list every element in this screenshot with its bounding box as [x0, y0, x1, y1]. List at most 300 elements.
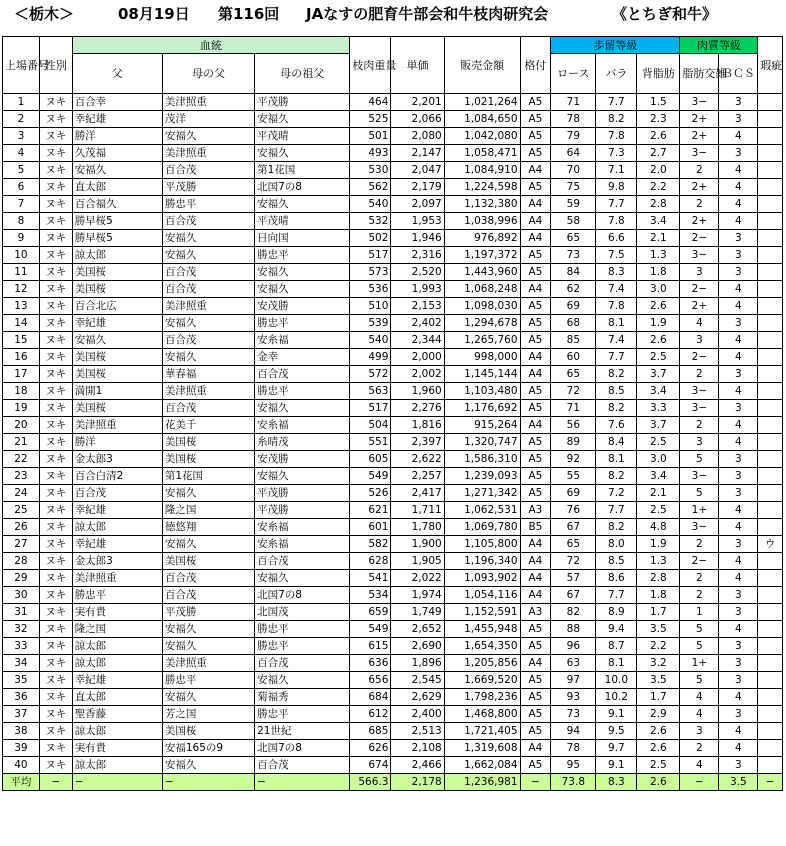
- average-maternal-great-grandfather: −: [255, 774, 350, 791]
- cell-lot-number: 33: [3, 638, 40, 655]
- cell-grade: A4: [520, 553, 551, 570]
- table-row: [3, 689, 783, 706]
- cell-grade: A5: [520, 298, 551, 315]
- cell-loin: 70: [551, 162, 596, 179]
- cell-lot-number: 31: [3, 604, 40, 621]
- cell-loin: 55: [551, 468, 596, 485]
- cell-weight: 572: [350, 366, 391, 383]
- cell-maternal-grandfather: 花美千: [162, 417, 254, 434]
- cell-loin: 82: [551, 604, 596, 621]
- cell-back-fat: 1.3: [637, 247, 680, 264]
- cell-sex: ヌキ: [39, 604, 72, 621]
- cell-back-fat: 2.1: [637, 485, 680, 502]
- cell-back-fat: 2.6: [637, 128, 680, 145]
- cell-sales-amount: 1,068,248: [444, 281, 520, 298]
- cell-defect: [758, 638, 783, 655]
- cell-maternal-great-grandfather: 安福久: [255, 570, 350, 587]
- cell-marbling: 3: [680, 332, 719, 349]
- cell-maternal-great-grandfather: 勝忠平: [255, 638, 350, 655]
- cell-unit-price: 2,201: [391, 94, 444, 111]
- cell-defect: [758, 451, 783, 468]
- cell-sex: ヌキ: [39, 672, 72, 689]
- cell-defect: [758, 400, 783, 417]
- average-bcs: 3.5: [719, 774, 758, 791]
- cell-sales-amount: 1,654,350: [444, 638, 520, 655]
- cell-defect: [758, 672, 783, 689]
- cell-sex: ヌキ: [39, 349, 72, 366]
- cell-bcs: 4: [719, 383, 758, 400]
- cell-unit-price: 2,400: [391, 706, 444, 723]
- cell-back-fat: 1.3: [637, 553, 680, 570]
- cell-marbling: 5: [680, 451, 719, 468]
- cell-back-fat: 3.0: [637, 451, 680, 468]
- cell-sex: ヌキ: [39, 638, 72, 655]
- cell-sex: ヌキ: [39, 485, 72, 502]
- cell-unit-price: 1,960: [391, 383, 444, 400]
- cell-grade: A5: [520, 451, 551, 468]
- cell-bcs: 3: [719, 366, 758, 383]
- cell-weight: 541: [350, 570, 391, 587]
- cell-maternal-grandfather: 茂洋: [162, 111, 254, 128]
- cell-loin: 67: [551, 519, 596, 536]
- cell-unit-price: 2,344: [391, 332, 444, 349]
- average-sales: 1,236,981: [444, 774, 520, 791]
- cell-defect: [758, 247, 783, 264]
- cell-loin: 63: [551, 655, 596, 672]
- header-defect: 瑕疵: [758, 37, 783, 94]
- cell-maternal-grandfather: 美津照重: [162, 655, 254, 672]
- cell-maternal-grandfather: 安福久: [162, 349, 254, 366]
- cell-back-fat: 1.8: [637, 264, 680, 281]
- cell-maternal-grandfather: 美津照重: [162, 383, 254, 400]
- table-row: [3, 383, 783, 400]
- average-loin: 73.8: [551, 774, 596, 791]
- cell-marbling: 2+: [680, 213, 719, 230]
- cell-maternal-great-grandfather: 平茂晴: [255, 128, 350, 145]
- cell-rib: 7.7: [596, 502, 637, 519]
- cell-grade: A5: [520, 179, 551, 196]
- cell-father: 美津照重: [72, 417, 162, 434]
- cell-marbling: 3: [680, 264, 719, 281]
- cell-sex: ヌキ: [39, 179, 72, 196]
- cell-loin: 76: [551, 502, 596, 519]
- cell-rib: 9.7: [596, 740, 637, 757]
- header-lot-number: 上場番号: [3, 37, 40, 94]
- cell-weight: 626: [350, 740, 391, 757]
- cell-father: 幸紀雄: [72, 536, 162, 553]
- cell-unit-price: 2,153: [391, 298, 444, 315]
- cell-defect: [758, 145, 783, 162]
- cell-father: 満開1: [72, 383, 162, 400]
- cell-unit-price: 2,276: [391, 400, 444, 417]
- cell-sales-amount: 1,224,598: [444, 179, 520, 196]
- table-row: [3, 604, 783, 621]
- cell-weight: 493: [350, 145, 391, 162]
- cell-sex: ヌキ: [39, 706, 72, 723]
- cell-loin: 96: [551, 638, 596, 655]
- cell-lot-number: 14: [3, 315, 40, 332]
- report-title: [0, 0, 786, 28]
- cell-defect: [758, 604, 783, 621]
- cell-defect: [758, 417, 783, 434]
- cell-grade: A5: [520, 94, 551, 111]
- cell-sex: ヌキ: [39, 264, 72, 281]
- cell-maternal-grandfather: 安福久: [162, 536, 254, 553]
- cell-defect: [758, 366, 783, 383]
- cell-sales-amount: 1,054,116: [444, 587, 520, 604]
- cell-sales-amount: 1,084,910: [444, 162, 520, 179]
- cell-maternal-great-grandfather: 安茂勝: [255, 298, 350, 315]
- cell-rib: 10.2: [596, 689, 637, 706]
- cell-maternal-great-grandfather: 糸晴茂: [255, 434, 350, 451]
- table-row: [3, 145, 783, 162]
- cell-loin: 58: [551, 213, 596, 230]
- cell-weight: 540: [350, 196, 391, 213]
- cell-rib: 7.3: [596, 145, 637, 162]
- cell-unit-price: 1,896: [391, 655, 444, 672]
- cell-father: 勝早桜5: [72, 230, 162, 247]
- table-row: [3, 485, 783, 502]
- cell-maternal-great-grandfather: 平茂勝: [255, 94, 350, 111]
- cell-unit-price: 1,900: [391, 536, 444, 553]
- cell-weight: 517: [350, 400, 391, 417]
- cell-bcs: 3: [719, 315, 758, 332]
- cell-defect: [758, 315, 783, 332]
- cell-back-fat: 2.3: [637, 111, 680, 128]
- cell-sales-amount: 1,069,780: [444, 519, 520, 536]
- cell-defect: [758, 281, 783, 298]
- cell-unit-price: 2,002: [391, 366, 444, 383]
- title-prefecture: ＜栃木＞: [14, 5, 75, 23]
- cell-father: 勝忠平: [72, 587, 162, 604]
- cell-weight: 510: [350, 298, 391, 315]
- cell-lot-number: 8: [3, 213, 40, 230]
- cell-sex: ヌキ: [39, 145, 72, 162]
- cell-unit-price: 2,690: [391, 638, 444, 655]
- cell-defect: [758, 162, 783, 179]
- cell-father: 百合福久: [72, 196, 162, 213]
- cell-grade: A5: [520, 672, 551, 689]
- cell-maternal-grandfather: 安福久: [162, 689, 254, 706]
- cell-maternal-grandfather: 百合茂: [162, 264, 254, 281]
- cell-rib: 7.6: [596, 417, 637, 434]
- cell-rib: 8.1: [596, 451, 637, 468]
- cell-weight: 530: [350, 162, 391, 179]
- cell-weight: 562: [350, 179, 391, 196]
- cell-back-fat: 3.5: [637, 621, 680, 638]
- cell-maternal-great-grandfather: 安福久: [255, 264, 350, 281]
- cell-weight: 525: [350, 111, 391, 128]
- cell-maternal-great-grandfather: 安糸福: [255, 332, 350, 349]
- cell-father: 幸紀雄: [72, 315, 162, 332]
- cell-back-fat: 1.5: [637, 94, 680, 111]
- cell-defect: [758, 502, 783, 519]
- cell-defect: [758, 264, 783, 281]
- cell-loin: 71: [551, 400, 596, 417]
- cell-loin: 72: [551, 553, 596, 570]
- cell-back-fat: 2.8: [637, 570, 680, 587]
- cell-maternal-grandfather: 平茂勝: [162, 604, 254, 621]
- cell-grade: A4: [520, 740, 551, 757]
- cell-grade: A4: [520, 281, 551, 298]
- header-unit-price: 単価: [391, 37, 444, 94]
- header-marbling: 脂肪交雑: [680, 54, 719, 94]
- table-row: [3, 740, 783, 757]
- cell-father: 幸紀雄: [72, 111, 162, 128]
- cell-bcs: 4: [719, 349, 758, 366]
- cell-unit-price: 2,179: [391, 179, 444, 196]
- cell-maternal-grandfather: 百合茂: [162, 162, 254, 179]
- cell-sales-amount: 1,662,084: [444, 757, 520, 774]
- cell-grade: A4: [520, 417, 551, 434]
- cell-loin: 75: [551, 179, 596, 196]
- cell-weight: 621: [350, 502, 391, 519]
- cell-bcs: 3: [719, 111, 758, 128]
- cell-marbling: 5: [680, 485, 719, 502]
- cell-defect: [758, 519, 783, 536]
- cell-father: 美国桜: [72, 264, 162, 281]
- cell-sales-amount: 1,042,080: [444, 128, 520, 145]
- cell-loin: 65: [551, 536, 596, 553]
- cell-lot-number: 3: [3, 128, 40, 145]
- cell-lot-number: 29: [3, 570, 40, 587]
- cell-marbling: 2+: [680, 111, 719, 128]
- cell-sex: ヌキ: [39, 740, 72, 757]
- table-body: [3, 94, 783, 774]
- cell-father: 実有貴: [72, 740, 162, 757]
- cell-sales-amount: 1,798,236: [444, 689, 520, 706]
- cell-maternal-great-grandfather: 安茂勝: [255, 451, 350, 468]
- cell-unit-price: 2,466: [391, 757, 444, 774]
- cell-unit-price: 2,402: [391, 315, 444, 332]
- cell-grade: B5: [520, 519, 551, 536]
- cell-back-fat: 3.4: [637, 468, 680, 485]
- cell-loin: 64: [551, 145, 596, 162]
- cell-father: 美国桜: [72, 281, 162, 298]
- cell-marbling: 3: [680, 723, 719, 740]
- cell-back-fat: 3.4: [637, 383, 680, 400]
- cell-rib: 8.3: [596, 264, 637, 281]
- cell-bcs: 3: [719, 706, 758, 723]
- cell-grade: A5: [520, 485, 551, 502]
- table-row: [3, 468, 783, 485]
- cell-father: 聖香藤: [72, 706, 162, 723]
- cell-sales-amount: 976,892: [444, 230, 520, 247]
- cell-rib: 8.2: [596, 468, 637, 485]
- cell-maternal-grandfather: 美津照重: [162, 298, 254, 315]
- cell-defect: [758, 740, 783, 757]
- cell-rib: 8.9: [596, 604, 637, 621]
- cell-bcs: 3: [719, 145, 758, 162]
- cell-back-fat: 2.2: [637, 179, 680, 196]
- table-row: [3, 179, 783, 196]
- cell-father: 金太郎3: [72, 553, 162, 570]
- cell-lot-number: 34: [3, 655, 40, 672]
- cell-defect: [758, 179, 783, 196]
- cell-loin: 92: [551, 451, 596, 468]
- table-row: [3, 366, 783, 383]
- cell-sex: ヌキ: [39, 451, 72, 468]
- cell-weight: 517: [350, 247, 391, 264]
- cell-sex: ヌキ: [39, 281, 72, 298]
- cell-weight: 499: [350, 349, 391, 366]
- table-row: [3, 536, 783, 553]
- cell-maternal-grandfather: 安福久: [162, 247, 254, 264]
- cell-sales-amount: 1,455,948: [444, 621, 520, 638]
- cell-grade: A5: [520, 706, 551, 723]
- cell-rib: 8.2: [596, 111, 637, 128]
- cell-unit-price: 2,108: [391, 740, 444, 757]
- cell-father: 諒太郎: [72, 519, 162, 536]
- table-row: [3, 587, 783, 604]
- cell-rib: 8.1: [596, 655, 637, 672]
- cell-weight: 605: [350, 451, 391, 468]
- cell-back-fat: 1.9: [637, 536, 680, 553]
- cell-sales-amount: 1,197,372: [444, 247, 520, 264]
- cell-sales-amount: 1,721,405: [444, 723, 520, 740]
- cell-back-fat: 2.1: [637, 230, 680, 247]
- table-row: [3, 281, 783, 298]
- cell-sales-amount: 1,320,747: [444, 434, 520, 451]
- cell-father: 直太郎: [72, 179, 162, 196]
- cell-grade: A5: [520, 247, 551, 264]
- cell-rib: 9.8: [596, 179, 637, 196]
- cell-rib: 8.5: [596, 383, 637, 400]
- cell-bcs: 4: [719, 281, 758, 298]
- average-grade: −: [520, 774, 551, 791]
- cell-lot-number: 23: [3, 468, 40, 485]
- cell-father: 久茂福: [72, 145, 162, 162]
- cell-lot-number: 20: [3, 417, 40, 434]
- cell-marbling: 2−: [680, 281, 719, 298]
- cell-maternal-grandfather: 華春福: [162, 366, 254, 383]
- cell-sales-amount: 1,271,342: [444, 485, 520, 502]
- cell-sex: ヌキ: [39, 366, 72, 383]
- cell-back-fat: 2.5: [637, 349, 680, 366]
- cell-sex: ヌキ: [39, 621, 72, 638]
- table-row: [3, 128, 783, 145]
- cell-defect: ウ: [758, 536, 783, 553]
- title-brand: 《とちぎ和牛》: [612, 5, 718, 23]
- cell-rib: 7.7: [596, 94, 637, 111]
- cell-weight: 504: [350, 417, 391, 434]
- cell-lot-number: 27: [3, 536, 40, 553]
- cell-defect: [758, 570, 783, 587]
- cell-lot-number: 15: [3, 332, 40, 349]
- cell-marbling: 3−: [680, 468, 719, 485]
- cell-bcs: 4: [719, 417, 758, 434]
- cell-marbling: 3−: [680, 145, 719, 162]
- cell-sex: ヌキ: [39, 111, 72, 128]
- cell-sex: ヌキ: [39, 553, 72, 570]
- cell-bcs: 4: [719, 434, 758, 451]
- cell-defect: [758, 468, 783, 485]
- cell-marbling: 5: [680, 621, 719, 638]
- cell-maternal-great-grandfather: 勝忠平: [255, 247, 350, 264]
- cell-sex: ヌキ: [39, 417, 72, 434]
- cell-marbling: 2+: [680, 128, 719, 145]
- cell-back-fat: 2.7: [637, 145, 680, 162]
- table-row: [3, 502, 783, 519]
- cell-sales-amount: 1,132,380: [444, 196, 520, 213]
- cell-marbling: 3−: [680, 519, 719, 536]
- table-row: [3, 196, 783, 213]
- cell-sex: ヌキ: [39, 298, 72, 315]
- title-date: 08月19日: [118, 5, 190, 23]
- cell-loin: 59: [551, 196, 596, 213]
- cell-grade: A5: [520, 468, 551, 485]
- cell-sex: ヌキ: [39, 587, 72, 604]
- cell-sex: ヌキ: [39, 230, 72, 247]
- cell-weight: 534: [350, 587, 391, 604]
- cell-father: 実有貴: [72, 604, 162, 621]
- cell-lot-number: 38: [3, 723, 40, 740]
- cell-sales-amount: 1,265,760: [444, 332, 520, 349]
- cell-marbling: 4: [680, 315, 719, 332]
- cell-maternal-great-grandfather: 百合茂: [255, 366, 350, 383]
- cell-rib: 6.6: [596, 230, 637, 247]
- cell-sex: ヌキ: [39, 247, 72, 264]
- cell-weight: 573: [350, 264, 391, 281]
- cell-back-fat: 3.0: [637, 281, 680, 298]
- cell-sales-amount: 1,196,340: [444, 553, 520, 570]
- cell-rib: 7.8: [596, 298, 637, 315]
- cell-back-fat: 3.5: [637, 672, 680, 689]
- cell-sales-amount: 1,176,692: [444, 400, 520, 417]
- cell-marbling: 5: [680, 672, 719, 689]
- cell-loin: 78: [551, 111, 596, 128]
- cell-maternal-great-grandfather: 第1花国: [255, 162, 350, 179]
- cell-maternal-great-grandfather: 百合茂: [255, 655, 350, 672]
- cell-defect: [758, 723, 783, 740]
- cell-unit-price: 2,417: [391, 485, 444, 502]
- cell-rib: 7.7: [596, 587, 637, 604]
- cell-marbling: 2: [680, 536, 719, 553]
- cell-sex: ヌキ: [39, 570, 72, 587]
- cell-marbling: 2: [680, 196, 719, 213]
- cell-maternal-grandfather: 美国桜: [162, 434, 254, 451]
- cell-unit-price: 2,316: [391, 247, 444, 264]
- cell-father: 幸紀雄: [72, 672, 162, 689]
- cell-maternal-great-grandfather: 21世紀: [255, 723, 350, 740]
- cell-lot-number: 6: [3, 179, 40, 196]
- cell-grade: A5: [520, 723, 551, 740]
- cell-maternal-great-grandfather: 勝忠平: [255, 706, 350, 723]
- cell-marbling: 2: [680, 417, 719, 434]
- average-fat: 2.6: [637, 774, 680, 791]
- cell-maternal-great-grandfather: 金幸: [255, 349, 350, 366]
- cell-marbling: 2−: [680, 553, 719, 570]
- cell-grade: A5: [520, 145, 551, 162]
- cell-bcs: 3: [719, 536, 758, 553]
- cell-unit-price: 1,905: [391, 553, 444, 570]
- cell-loin: 67: [551, 587, 596, 604]
- cell-back-fat: 2.6: [637, 298, 680, 315]
- header-sales-amount: 販売金額: [444, 37, 520, 94]
- cell-bcs: 3: [719, 451, 758, 468]
- cell-bcs: 3: [719, 638, 758, 655]
- cell-maternal-grandfather: 美津照重: [162, 94, 254, 111]
- header-maternal-great-grandfather: 母の祖父: [255, 54, 350, 94]
- cell-maternal-great-grandfather: 安福久: [255, 111, 350, 128]
- cell-lot-number: 16: [3, 349, 40, 366]
- cell-weight: 582: [350, 536, 391, 553]
- cell-unit-price: 2,397: [391, 434, 444, 451]
- cell-maternal-great-grandfather: 百合茂: [255, 553, 350, 570]
- cell-rib: 9.1: [596, 706, 637, 723]
- cell-loin: 65: [551, 366, 596, 383]
- cell-bcs: 4: [719, 332, 758, 349]
